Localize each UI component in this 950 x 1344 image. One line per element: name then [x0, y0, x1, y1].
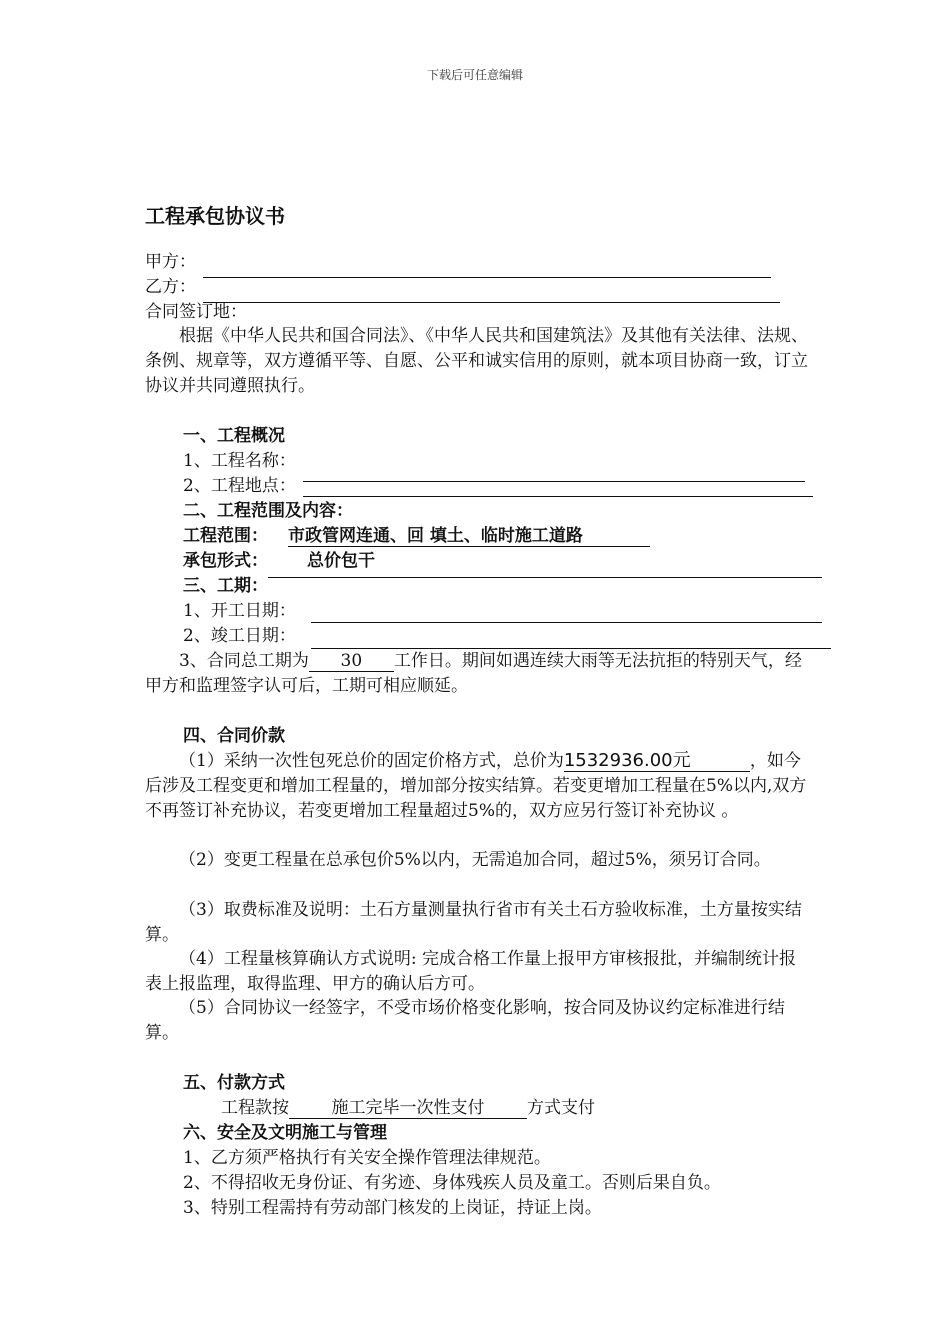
price-p5-text: （5）合同协议一经签字，不受市场价格变化影响，按合同及协议约定标准进行结算。	[145, 998, 785, 1043]
preamble-text: 根据《中华人民共和国合同法》、《中华人民共和国建筑法》及其他有关法律、法规、条例、规章等，双方遵循平等、自愿、公平和诚实信用的原则，就本项目协商一致，订立协议并共同遵照执行。	[145, 326, 808, 396]
payment-prefix: 工程款按	[221, 1098, 289, 1118]
total-duration-prefix: 3、合同总工期为	[179, 651, 309, 671]
price-p1-suffix: ，如今后涉及工程变更和增加工程量的，增加部分按实结算。若变更增加工程量在5%以内,双方不再签订补充协议，若变更增加工程量超过5%的，双方应另行签订补充协议 。	[145, 751, 807, 821]
total-duration-days: 30	[309, 651, 394, 672]
scope-value	[288, 524, 650, 549]
price-paragraph-5	[145, 996, 810, 1046]
price-paragraph-3	[145, 898, 810, 948]
section-3-heading: 三、工期：	[183, 576, 268, 596]
project-name-line	[303, 481, 805, 482]
start-date-line	[311, 622, 822, 623]
price-paragraph-4	[145, 947, 810, 997]
payment-suffix: 方式支付	[527, 1098, 595, 1118]
project-name-label: 1、工程名称：	[183, 451, 296, 471]
scope-label: 工程范围：	[183, 526, 268, 546]
end-date-label: 2、竣工日期：	[183, 626, 296, 646]
contract-form-label: 承包形式：	[183, 551, 268, 571]
section-6-heading: 六、安全及文明施工与管理	[183, 1123, 387, 1143]
price-p4-text: （4）工程量核算确认方式说明: 完成合格工作量上报甲方审核报批，并编制统计报表上报监理，取得监理、甲方的确认后方可。	[145, 949, 796, 994]
price-paragraph-2	[145, 848, 810, 873]
price-p1-prefix: （1）采纳一次性包死总价的固定价格方式，总价为	[179, 751, 564, 771]
section-1-heading: 一、工程概况	[183, 426, 285, 446]
price-p2-text: （2）变更工程量在总承包价5%以内，无需追加合同，超过5%，须另订合同。	[179, 850, 771, 870]
contract-amount: 1532936.00元	[564, 751, 750, 772]
safety-item-3: 3、特别工程需持有劳动部门核发的上岗证，持证上岗。	[183, 1198, 602, 1218]
price-p3-text: （3）取费标准及说明：土石方量测量执行省市有关土石方验收标准，土方量按实结算。	[145, 900, 802, 945]
sign-place-label: 合同签订地：	[145, 302, 247, 322]
section-5-heading: 五、付款方式	[183, 1073, 285, 1093]
party-b-line	[203, 302, 780, 303]
page-header-note: 下载后可任意编辑	[426, 68, 523, 82]
preamble-paragraph	[145, 324, 810, 399]
safety-item-1: 1、乙方须严格执行有关安全操作管理法律规范。	[183, 1148, 551, 1168]
payment-method-line	[221, 1096, 595, 1121]
project-site-line	[303, 496, 813, 497]
scope-value-text: 市政管网连通、回 填土、临时施工道路	[288, 526, 650, 547]
section-4-heading: 四、合同价款	[183, 726, 285, 746]
party-a-label: 甲方：	[145, 252, 196, 272]
start-date-label: 1、开工日期：	[183, 601, 296, 621]
contract-form-value: 总价包干	[307, 551, 375, 571]
document-title: 工程承包协议书	[145, 204, 285, 228]
schedule-line	[268, 577, 822, 578]
project-site-label: 2、工程地点：	[183, 476, 296, 496]
party-b-label: 乙方：	[145, 277, 196, 297]
price-paragraph-1	[145, 749, 810, 824]
total-duration-paragraph	[145, 649, 810, 699]
safety-item-2: 2、不得招收无身份证、有劣迹、身体残疾人员及童工。否则后果自负。	[183, 1173, 721, 1193]
total-duration-suffix: 工作日。期间如遇连续大雨等无法抗拒的特别天气，经甲方和监理签字认可后，工期可相应顺延。	[145, 651, 802, 696]
party-a-line	[203, 277, 771, 278]
payment-value: 施工完毕一次性支付	[289, 1098, 527, 1119]
section-2-heading: 二、工程范围及内容：	[183, 501, 353, 521]
